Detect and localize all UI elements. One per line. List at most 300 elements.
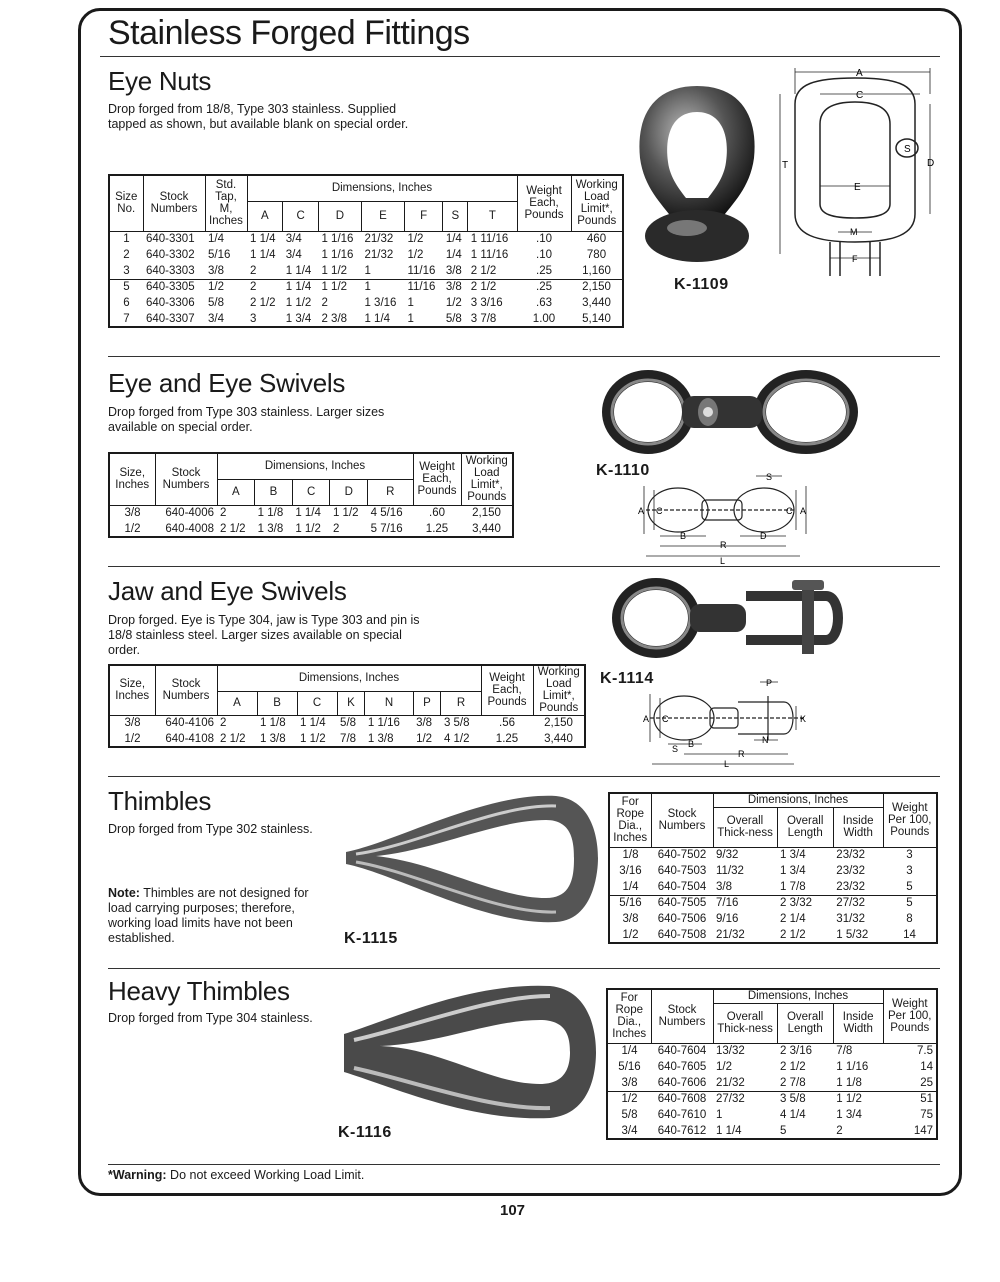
table-cell: 5	[780, 1124, 787, 1137]
table-cell: 1/8	[622, 849, 639, 862]
table-cell: 5/8	[445, 312, 462, 325]
table-cell: 1 1/16	[321, 233, 354, 246]
table-cell: 3/8	[445, 264, 462, 277]
table-cell: 640-7612	[657, 1124, 707, 1137]
table-cell: 5/8	[340, 717, 357, 730]
dim-label-m: M	[850, 227, 858, 237]
table-cell: 1 1/2	[833, 1091, 883, 1107]
dim-label-c2: C	[786, 506, 793, 516]
table-cell: 2	[250, 264, 257, 277]
table-cell: 1/2	[205, 279, 247, 295]
table-cell: 21/32	[364, 249, 394, 261]
table-row	[609, 895, 937, 911]
dim-col-f: F	[404, 201, 442, 231]
table-cell: 640-7606	[657, 1076, 707, 1089]
table-cell: 7	[123, 312, 130, 325]
table-cell: 640-7503	[657, 865, 707, 877]
table-cell: 8	[906, 913, 913, 925]
dim-label-l: L	[724, 759, 730, 769]
col-wll: Working Load Limit*, Pounds	[533, 665, 585, 715]
col-weight: Weight Per 100, Pounds	[883, 793, 937, 847]
dim-label-c: C	[662, 714, 669, 724]
table-cell: 2,150	[472, 507, 501, 520]
table-cell: 3	[123, 264, 130, 277]
table-cell: 7/8	[836, 1045, 853, 1058]
dim-col-a: A	[247, 201, 283, 231]
col-weight: Weight Per 100, Pounds	[883, 989, 937, 1043]
col-width: Inside Width	[833, 807, 883, 847]
table-cell: 1 1/2	[285, 297, 312, 309]
table-cell: 1 7/8	[780, 880, 806, 893]
table-cell: 640-4008	[165, 522, 214, 535]
table-cell: 1 3/16	[364, 297, 397, 309]
dim-label-k: K	[800, 714, 807, 724]
table-row	[109, 295, 623, 311]
note-text: Thimbles are not designed for load carrying purposes; therefore, working load limits have not been established.	[108, 886, 309, 945]
table-row	[607, 1059, 937, 1075]
table-cell: 1 3/8	[367, 732, 394, 745]
col-wll: Working Load Limit*, Pounds	[571, 175, 623, 231]
title-rule	[100, 56, 940, 57]
table-cell: 3,440	[472, 522, 501, 535]
col-rope-dia: For Rope Dia., Inches	[607, 989, 651, 1043]
table-cell: 2 1/2	[468, 279, 517, 295]
dim-label-d: D	[760, 531, 767, 541]
table-cell: .60	[429, 507, 445, 520]
col-rope-dia: For Rope Dia., Inches	[609, 793, 651, 847]
table-cell: 640-3306	[146, 297, 195, 309]
dim-label-a2: A	[800, 506, 807, 516]
eye-eye-part-number: K-1110	[596, 462, 650, 479]
col-size: Size, Inches	[109, 665, 155, 715]
table-row	[109, 279, 623, 295]
table-cell: 3/4	[285, 233, 302, 246]
table-cell: 11/16	[407, 264, 436, 277]
table-cell: 1 3/4	[836, 1109, 862, 1121]
thimbles-note	[108, 886, 318, 946]
table-cell: 3/8	[716, 880, 732, 893]
table-cell: 9/32	[716, 849, 739, 862]
section-rule	[108, 968, 940, 969]
col-stock: Stock Numbers	[143, 175, 205, 231]
dim-label-s: S	[766, 472, 773, 482]
table-cell: 1/4	[621, 1045, 638, 1058]
warning-text: Do not exceed Working Load Limit.	[166, 1168, 365, 1182]
table-cell: 640-3302	[146, 249, 195, 261]
warning-note	[108, 1168, 364, 1183]
table-cell: 640-4108	[165, 732, 214, 745]
table-row	[607, 1123, 937, 1139]
table-cell: 14	[920, 1061, 933, 1073]
table-cell: 11/32	[716, 865, 744, 877]
table-cell: 1	[716, 1109, 723, 1121]
table-cell: 1 1/16	[836, 1061, 869, 1073]
table-cell: 23/32	[836, 849, 866, 862]
table-cell: 1/2	[124, 522, 141, 535]
table-cell: 640-7610	[657, 1109, 707, 1121]
page-number: 107	[500, 1202, 526, 1219]
table-cell: 1 1/4	[250, 233, 276, 246]
table-cell: 51	[883, 1091, 937, 1107]
table-cell: 3 5/8	[777, 1091, 833, 1107]
warning-label: *Warning:	[108, 1168, 167, 1182]
table-cell: 5	[883, 895, 937, 911]
table-cell: 2,150	[571, 279, 623, 295]
eye-nuts-heading: Eye Nuts	[108, 66, 212, 96]
dim-label-d: D	[927, 158, 935, 169]
table-cell: 2	[247, 279, 283, 295]
table-cell: 1	[407, 312, 414, 325]
table-cell: .25	[536, 264, 552, 277]
table-cell: 25	[920, 1076, 933, 1089]
dim-col-c: C	[283, 201, 319, 231]
table-cell: 640-7605	[657, 1061, 707, 1073]
table-row	[607, 1107, 937, 1123]
eye-eye-heading: Eye and Eye Swivels	[108, 368, 346, 398]
dim-label-p: P	[766, 678, 773, 688]
table-cell: 3 7/8	[470, 312, 497, 325]
table-cell: 1 1/2	[332, 507, 359, 520]
dim-col-e: E	[361, 201, 404, 231]
table-row	[609, 911, 937, 927]
table-cell: 3 3/16	[470, 297, 503, 309]
dim-col-r: R	[368, 479, 413, 505]
table-cell: 23/32	[836, 865, 866, 877]
dim-col-p: P	[413, 691, 441, 715]
table-cell: .25	[517, 279, 571, 295]
dim-col-c: C	[297, 691, 337, 715]
table-cell: 1 3/4	[285, 312, 312, 325]
eye-nut-photo	[632, 78, 762, 268]
table-cell: 1 1/16	[321, 249, 354, 261]
dim-label-n: N	[762, 735, 769, 745]
table-cell: 3,440	[582, 297, 611, 309]
dim-col-b: B	[255, 479, 293, 505]
table-cell: 780	[586, 249, 607, 261]
table-cell: 1 1/8	[257, 507, 284, 520]
eye-nuts-description: Drop forged from 18/8, Type 303 stainless. Supplied tapped as shown, but available blank on special order.	[108, 102, 409, 131]
table-cell: 31/32	[836, 913, 866, 925]
table-cell: 1 1/2	[321, 264, 348, 277]
dim-col-d: D	[330, 479, 368, 505]
section-rule	[108, 566, 940, 567]
jaw-eye-heading: Jaw and Eye Swivels	[108, 576, 347, 606]
section-rule	[108, 1164, 940, 1165]
table-cell: 7/8	[340, 732, 357, 745]
eye-nut-diagram	[770, 64, 940, 284]
table-cell: 2	[220, 507, 227, 520]
table-row	[609, 863, 937, 879]
table-cell: 3/8	[124, 507, 141, 520]
table-cell: 1/2	[607, 1091, 651, 1107]
table-cell: 2 1/2	[250, 297, 276, 309]
table-cell: 27/32	[713, 1091, 777, 1107]
table-cell: 1	[364, 264, 371, 277]
table-cell: .56	[499, 717, 515, 730]
table-cell: 2	[836, 1124, 843, 1137]
page-title: Stainless Forged Fittings	[108, 14, 470, 52]
col-tap: Std. Tap, M, Inches	[205, 175, 247, 231]
dim-col-k: K	[337, 691, 365, 715]
dim-label-r: R	[738, 749, 745, 759]
table-cell: 147	[913, 1124, 933, 1137]
table-row	[109, 263, 623, 279]
col-size: Size No.	[109, 175, 143, 231]
table-row	[609, 879, 937, 895]
dim-col-a: A	[217, 691, 257, 715]
dim-col-a: A	[217, 479, 255, 505]
dim-label-c: C	[856, 90, 864, 101]
table-cell: 1 5/32	[836, 928, 869, 941]
table-cell: 75	[920, 1109, 933, 1121]
table-cell: 1 1/8	[836, 1076, 862, 1089]
thimble-photo	[336, 782, 602, 932]
table-cell: 640-3303	[146, 264, 195, 277]
section-rule	[108, 356, 940, 357]
jaw-eye-swivel-photo	[606, 574, 876, 670]
eye-eye-swivel-photo	[596, 366, 876, 460]
table-cell: 1 1/2	[300, 732, 326, 745]
dim-label-s: S	[672, 744, 679, 754]
col-wll: Working Load Limit*, Pounds	[461, 453, 513, 505]
col-weight: Weight Each, Pounds	[413, 453, 461, 505]
table-cell: 2 1/4	[780, 913, 806, 925]
table-cell: 1/2	[124, 732, 141, 745]
heavy-thimble-photo	[330, 976, 602, 1126]
table-row	[109, 521, 513, 537]
table-row	[109, 247, 623, 263]
table-cell: 3/8	[621, 1076, 638, 1089]
table-cell: .63	[536, 297, 552, 309]
table-cell: 3/8	[208, 264, 224, 277]
table-cell: 640-4106	[165, 717, 214, 730]
table-cell: 2	[220, 717, 227, 730]
col-stock: Stock Numbers	[155, 453, 217, 505]
dim-col-n: N	[365, 691, 413, 715]
col-thickness: Overall Thick-ness	[713, 1003, 777, 1043]
dim-col-r: R	[441, 691, 481, 715]
col-dimensions: Dimensions, Inches	[713, 989, 883, 1003]
jaw-eye-description: Drop forged. Eye is Type 304, jaw is Type 303 and pin is 18/8 stainless steel. Larger sizes available on special order.	[108, 613, 420, 657]
eye-nuts-table	[108, 174, 624, 328]
eye-eye-table	[108, 452, 514, 538]
thimbles-table	[608, 792, 938, 944]
table-cell: 3/8	[124, 717, 141, 730]
table-row	[109, 715, 585, 731]
col-size: Size, Inches	[109, 453, 155, 505]
table-cell: 1	[123, 233, 130, 246]
table-cell: 1/2	[445, 297, 462, 309]
note-label: Note:	[108, 886, 140, 900]
table-cell: 1 3/4	[780, 849, 806, 862]
table-cell: 7.5	[917, 1045, 933, 1058]
dim-label-a: A	[638, 506, 645, 516]
dim-label-t: T	[782, 160, 789, 171]
thimbles-heading: Thimbles	[108, 786, 212, 816]
table-cell: 21/32	[716, 928, 745, 941]
table-cell: 3/8	[622, 913, 639, 925]
table-cell: 640-7505	[651, 895, 713, 911]
dim-label-a: A	[643, 714, 650, 724]
table-row	[109, 311, 623, 327]
table-cell: 1 1/4	[285, 264, 312, 277]
table-cell: 1/2	[407, 249, 424, 261]
table-cell: 2 1/2	[220, 522, 246, 535]
table-cell: 1/2	[622, 928, 639, 941]
table-cell: 2 3/8	[321, 312, 348, 325]
table-cell: 5/8	[621, 1109, 638, 1121]
table-cell: 640-7504	[657, 880, 707, 893]
table-cell: 640-3307	[146, 312, 195, 325]
table-cell: 3/16	[619, 865, 642, 877]
table-cell: 5/8	[208, 297, 224, 309]
table-cell: .10	[536, 249, 552, 261]
table-cell: 5/16	[208, 249, 231, 261]
table-cell: 1 3/8	[260, 732, 286, 745]
col-dimensions: Dimensions, Inches	[713, 793, 883, 807]
table-cell: 6	[123, 297, 130, 309]
table-cell: 1 1/4	[364, 312, 391, 325]
table-cell: 3,440	[544, 732, 573, 745]
table-cell: 1 1/2	[318, 279, 361, 295]
dim-col-d: D	[318, 201, 361, 231]
table-cell: 1 1/2	[295, 522, 321, 535]
table-cell: 1/4	[445, 233, 462, 246]
col-dimensions: Dimensions, Inches	[217, 665, 481, 691]
thimble-part-number: K-1115	[344, 930, 398, 947]
table-cell: 5,140	[582, 312, 611, 325]
table-cell: 4 1/2	[443, 732, 470, 745]
table-cell: 2	[321, 297, 328, 309]
table-cell: 1 11/16	[470, 233, 509, 246]
col-thickness: Overall Thick-ness	[713, 807, 777, 847]
table-cell: 2 3/32	[777, 895, 833, 911]
table-cell: 1 1/4	[250, 249, 276, 261]
dim-label-b: B	[688, 739, 695, 749]
table-cell: 11/16	[404, 279, 442, 295]
table-cell: 1 3/8	[257, 522, 284, 535]
table-row	[109, 731, 585, 747]
table-cell: 23/32	[836, 880, 866, 893]
table-cell: 3/8	[416, 717, 433, 730]
table-cell: 3/4	[208, 312, 224, 325]
table-cell: 1 1/8	[260, 717, 286, 730]
table-cell: 4 1/4	[780, 1109, 806, 1121]
dim-col-b: B	[257, 691, 297, 715]
table-cell: 3	[906, 849, 913, 862]
table-cell: 5/16	[618, 1061, 641, 1073]
table-cell: 640-4006	[165, 507, 214, 520]
table-cell: 460	[586, 233, 607, 246]
table-cell: 13/32	[716, 1045, 745, 1058]
table-row	[109, 505, 513, 521]
col-stock: Stock Numbers	[155, 665, 217, 715]
table-cell: 1/4	[445, 249, 462, 261]
thimbles-description: Drop forged from Type 302 stainless.	[108, 822, 313, 836]
table-cell: 5	[906, 880, 913, 893]
jaw-eye-table	[108, 664, 586, 748]
table-cell: 1	[407, 297, 414, 309]
heavy-thimbles-heading: Heavy Thimbles	[108, 976, 290, 1006]
table-cell: 640-7502	[657, 849, 707, 862]
table-cell: 5/16	[609, 895, 651, 911]
col-stock: Stock Numbers	[651, 793, 713, 847]
table-cell: 2 1/2	[470, 264, 497, 277]
jaw-eye-part-number: K-1114	[600, 670, 654, 687]
col-dimensions: Dimensions, Inches	[217, 453, 413, 479]
table-cell: 640-7506	[657, 913, 707, 925]
table-cell: 2 1/2	[780, 1061, 806, 1073]
table-cell: 1	[361, 279, 404, 295]
table-row	[109, 231, 623, 247]
dim-col-s: S	[443, 201, 468, 231]
eye-eye-description: Drop forged from Type 303 stainless. Larger sizes available on special order.	[108, 405, 385, 434]
table-cell: .10	[536, 233, 552, 246]
eye-eye-swivel-diagram	[640, 466, 810, 566]
table-cell: 640-3301	[146, 233, 195, 246]
heavy-thimbles-table	[606, 988, 938, 1140]
dim-label-r: R	[720, 540, 727, 550]
dim-label-e: E	[854, 182, 861, 193]
table-cell: 1.00	[532, 312, 556, 325]
table-cell: 1.25	[495, 732, 519, 745]
table-cell: 9/16	[716, 913, 739, 925]
col-weight: Weight Each, Pounds	[517, 175, 571, 231]
dim-label-l: L	[720, 556, 726, 566]
dim-col-t: T	[468, 201, 517, 231]
table-cell: 3/8	[443, 279, 468, 295]
table-cell: 5 7/16	[370, 522, 403, 535]
table-cell: 1.25	[425, 522, 449, 535]
table-cell: 1/2	[716, 1061, 732, 1073]
table-cell: 1 1/4	[716, 1124, 742, 1137]
dim-label-a: A	[856, 68, 863, 79]
table-row	[609, 927, 937, 943]
table-cell: 3 5/8	[443, 717, 470, 730]
table-cell: 21/32	[364, 233, 394, 246]
section-rule	[108, 776, 940, 777]
eye-nut-part-number: K-1109	[674, 276, 729, 293]
table-cell: 1/4	[208, 233, 224, 246]
table-cell: 1 1/4	[283, 279, 319, 295]
table-cell: 1,160	[582, 264, 611, 277]
table-cell: 2 3/16	[780, 1045, 813, 1058]
table-cell: 2	[123, 249, 130, 261]
table-cell: 27/32	[833, 895, 883, 911]
table-cell: 640-3305	[143, 279, 205, 295]
table-cell: 3/4	[285, 249, 302, 261]
table-cell: 640-7608	[651, 1091, 713, 1107]
dim-label-s: S	[904, 144, 911, 155]
col-stock: Stock Numbers	[651, 989, 713, 1043]
table-cell: 640-7508	[657, 928, 707, 941]
table-cell: 21/32	[716, 1076, 745, 1089]
table-cell: 4 5/16	[370, 507, 403, 520]
table-cell: 1 3/4	[780, 865, 806, 877]
table-cell: 2 1/2	[780, 928, 806, 941]
table-cell: 1/4	[622, 880, 639, 893]
col-weight: Weight Each, Pounds	[481, 665, 533, 715]
dim-label-b: B	[680, 531, 687, 541]
table-cell: 1 1/4	[300, 717, 326, 730]
col-length: Overall Length	[777, 1003, 833, 1043]
col-length: Overall Length	[777, 807, 833, 847]
dim-label-c: C	[656, 506, 663, 516]
table-cell: 7/16	[713, 895, 777, 911]
table-cell: 5	[109, 279, 143, 295]
heavy-thimble-part-number: K-1116	[338, 1124, 392, 1141]
heavy-thimbles-description: Drop forged from Type 304 stainless.	[108, 1011, 313, 1025]
